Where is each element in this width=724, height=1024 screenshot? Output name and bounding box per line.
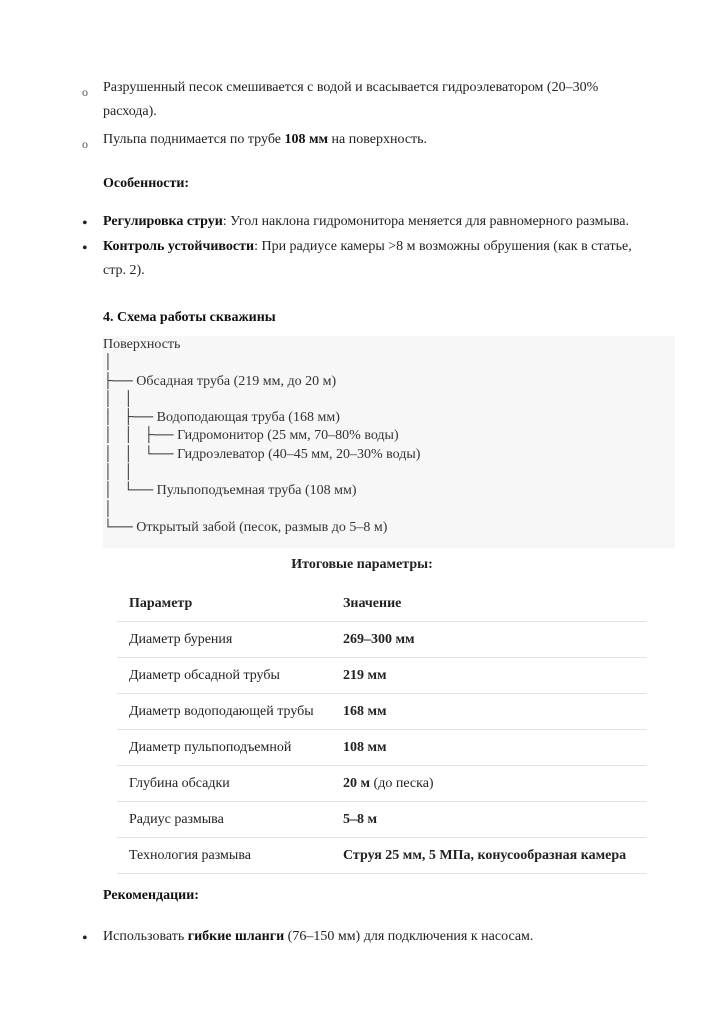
- param-cell: Диаметр пульпоподъемной: [117, 730, 331, 766]
- table-row: [117, 802, 647, 838]
- value-cell: 5–8 м: [331, 802, 647, 838]
- circle-bullet-icon: o: [82, 137, 88, 151]
- circle-bullet-icon: o: [82, 85, 88, 99]
- value-cell: 168 мм: [331, 694, 647, 730]
- table-row: [117, 658, 647, 694]
- scheme-heading: 4. Схема работы скважины: [103, 310, 276, 325]
- value-cell: 219 мм: [331, 658, 647, 694]
- bullet-icon: •: [82, 930, 88, 947]
- param-cell: Технология размыва: [117, 838, 331, 874]
- table-row: [117, 838, 647, 874]
- param-cell: Радиус размыва: [117, 802, 331, 838]
- parameters-table: [117, 586, 647, 874]
- param-cell: Диаметр обсадной трубы: [117, 658, 331, 694]
- feature-item-2: Контроль устойчивости: При радиусе камеры >8 м возможны обрушения (как в статье, стр. 2).: [103, 239, 632, 278]
- feature-item-1: Регулировка струи: Угол наклона гидромонитора меняется для равномерного размыва.: [103, 214, 630, 229]
- table-row: [117, 730, 647, 766]
- table-row: [117, 766, 647, 802]
- scheme-diagram-block: [103, 336, 675, 548]
- value-cell: Струя 25 мм, 5 МПа, конусообразная камера: [331, 838, 647, 874]
- table-caption: Итоговые параметры:: [291, 557, 433, 572]
- param-cell: Диаметр бурения: [117, 622, 331, 658]
- table-row: [117, 694, 647, 730]
- value-cell: 20 м (до песка): [331, 766, 647, 802]
- param-cell: Диаметр водоподающей трубы: [117, 694, 331, 730]
- param-cell: Глубина обсадки: [117, 766, 331, 802]
- scheme-diagram: Поверхность │ ├── Обсадная труба (219 мм, до 20 м) │ │ │ ├── Водоподающая труба (168 мм) │ │ ├── Гидромонитор (25 мм, 70–80% воды) │ │ └── Гидроэлеватор (40–45 мм, 20–30% воды) │ │ │ └── Пульпоподъемная труба (108 мм) │ └── Открытый забой (песок, размыв до 5–8 м): [103, 337, 421, 535]
- intro-item-1: Разрушенный песок смешивается с водой и всасывается гидроэлеватором (20–30% расхода).: [103, 80, 599, 119]
- value-cell: 269–300 мм: [331, 622, 647, 658]
- table-header-row: [117, 586, 647, 622]
- column-header-value: Значение: [331, 586, 647, 622]
- features-heading: Особенности:: [103, 176, 190, 191]
- table-row: [117, 622, 647, 658]
- bullet-icon: •: [82, 215, 88, 232]
- recommendation-item: Использовать гибкие шланги (76–150 мм) для подключения к насосам.: [103, 929, 534, 944]
- recommendations-heading: Рекомендации:: [103, 888, 199, 903]
- value-cell: 108 мм: [331, 730, 647, 766]
- column-header-param: Параметр: [117, 586, 331, 622]
- intro-item-2: Пульпа поднимается по трубе 108 мм на поверхность.: [103, 132, 428, 147]
- bullet-icon: •: [82, 240, 88, 257]
